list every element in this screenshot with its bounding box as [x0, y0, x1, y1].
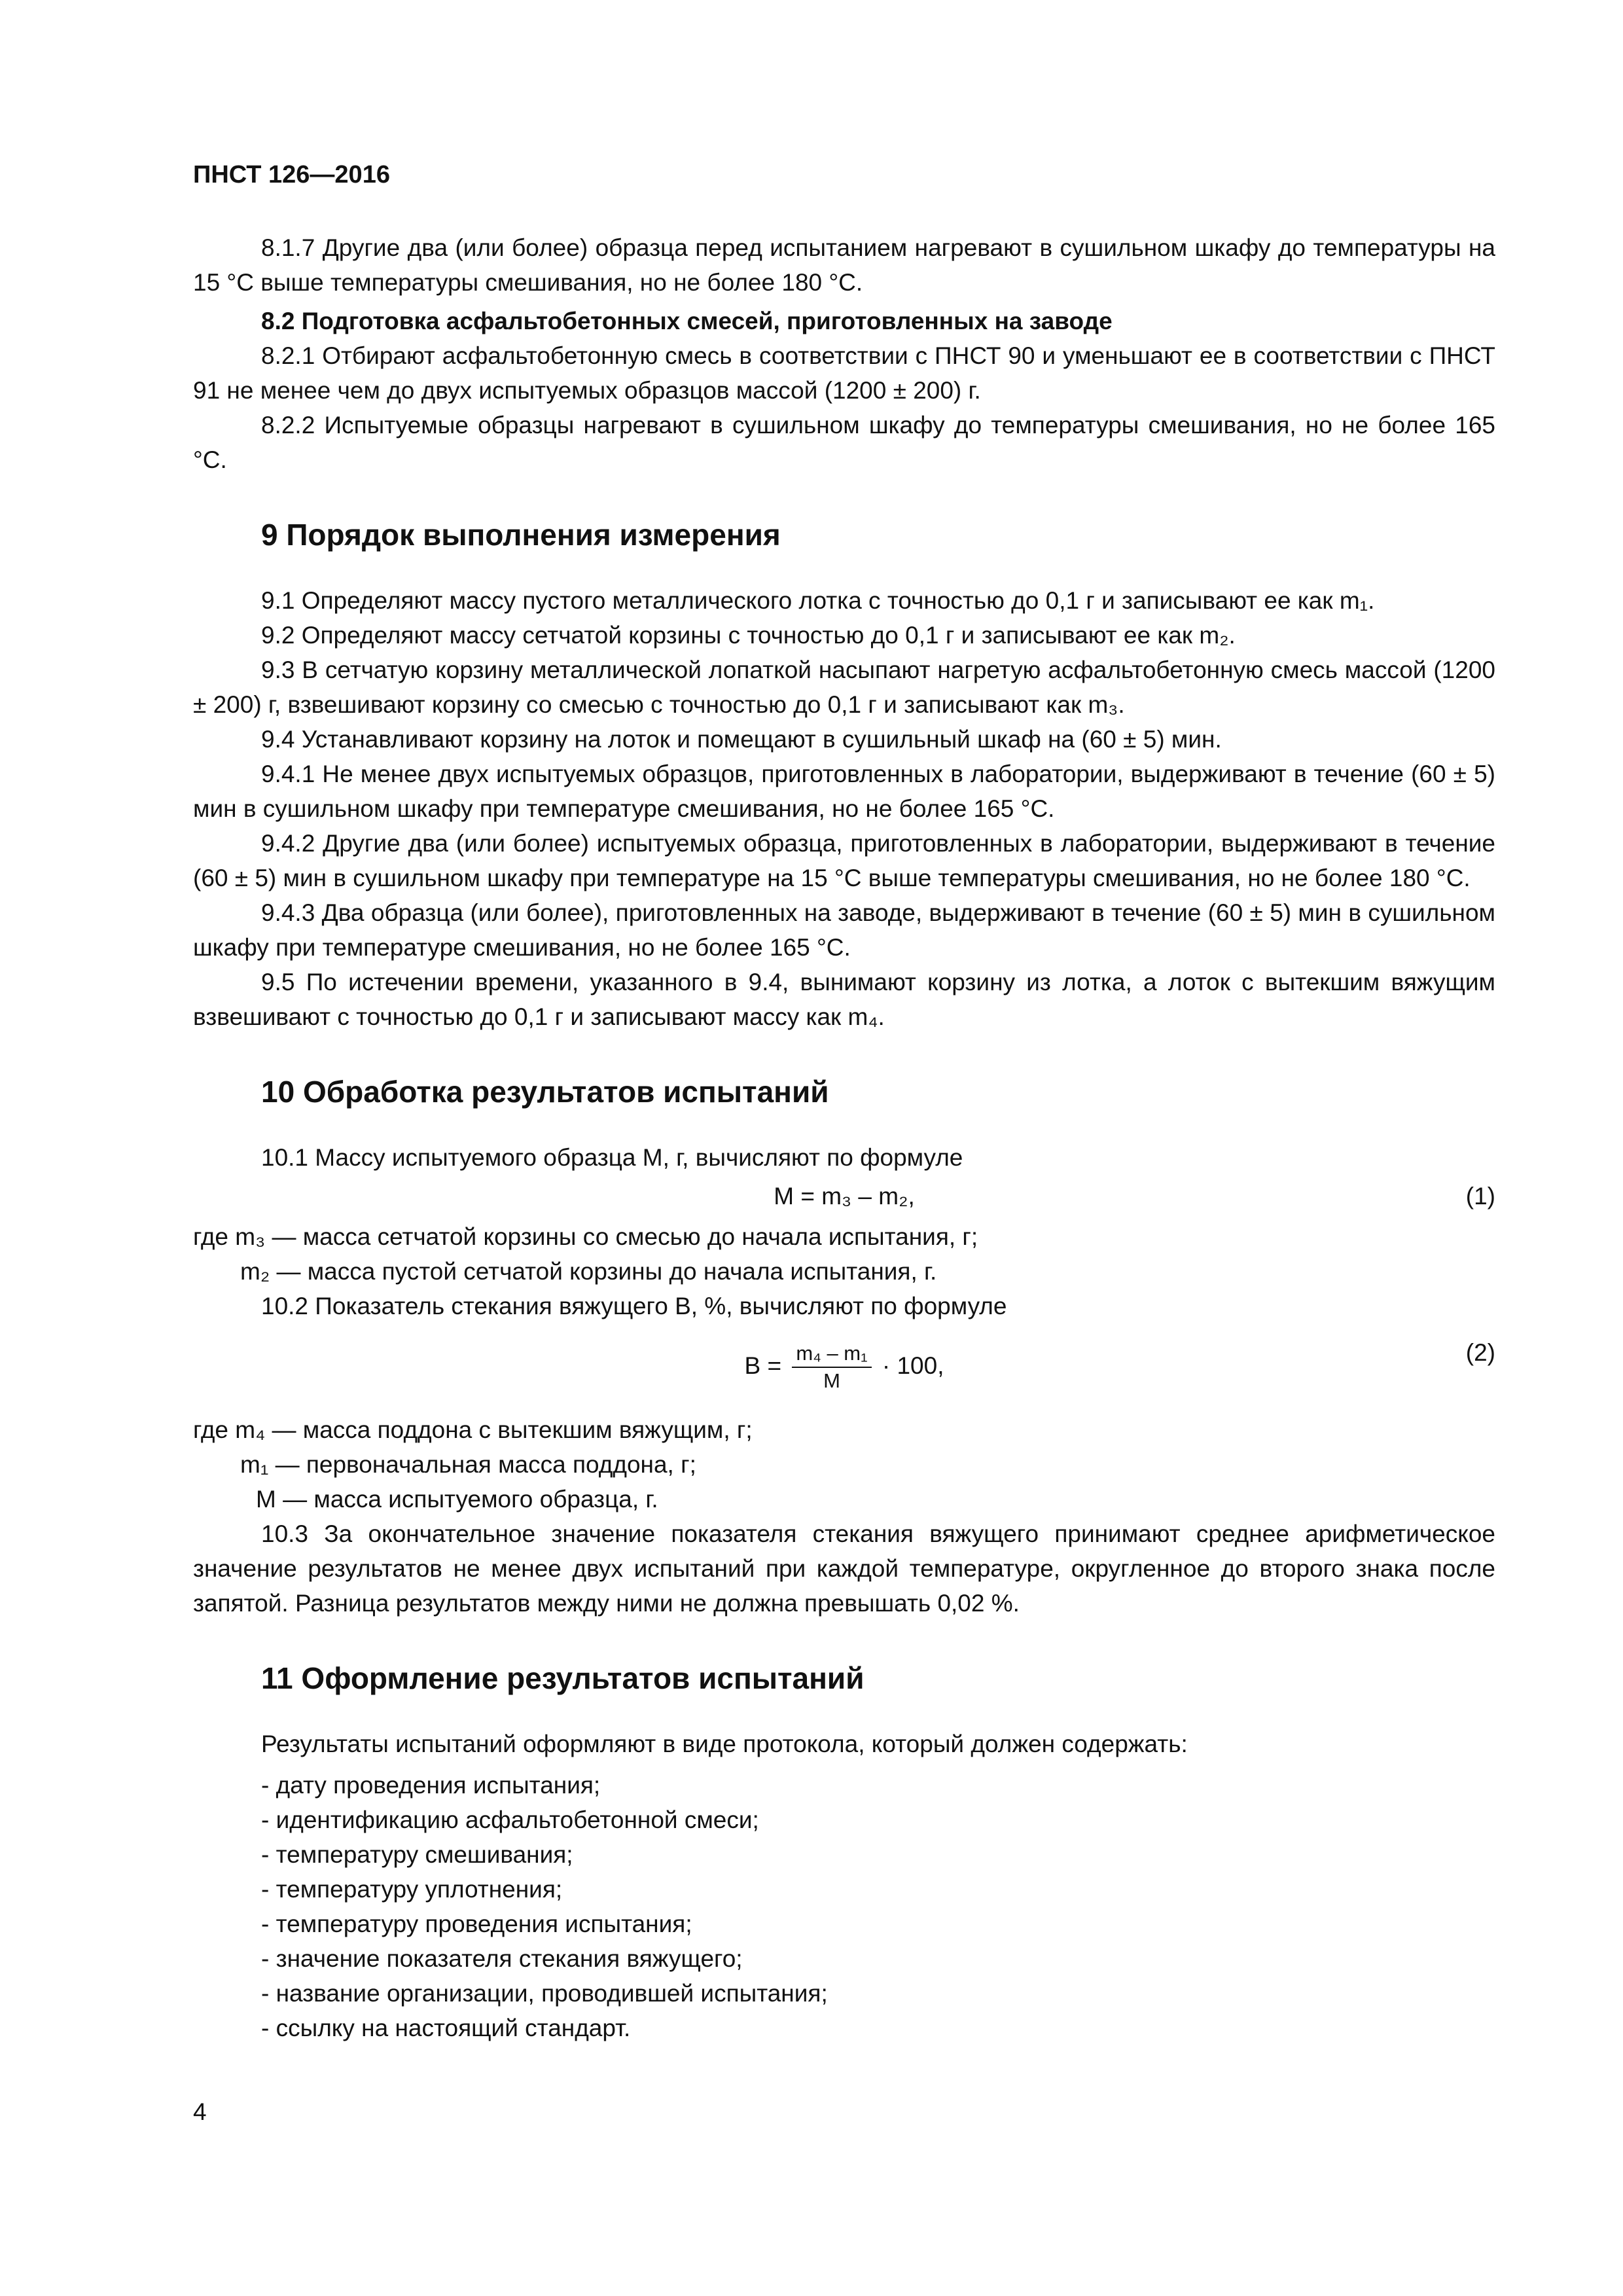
list-item: - значение показателя стекания вяжущего;: [261, 1945, 743, 1972]
where-2-m1: m₁ — первоначальная масса поддона, г;: [240, 1451, 696, 1478]
formula-2: [193, 1329, 1495, 1412]
formula-2-lhs: B =: [744, 1352, 782, 1379]
paragraph-8-1-7: 8.1.7 Другие два (или более) образца перед испытанием нагревают в сушильном шкафу до температуры на 15 °С выше температуры смешивания, но не более 180 °С.: [193, 234, 1495, 296]
paragraph-9-3: 9.3 В сетчатую корзину металлической лопаткой насыпают нагретую асфальтобетонную смесь массой (1200 ± 200) г, взвешивают корзину со смесью с точностью до 0,1 г и записывают как m₃.: [193, 656, 1495, 718]
paragraph-10-3: 10.3 За окончательное значение показателя стекания вяжущего принимают среднее арифметическое значение результатов не менее двух испытаний при каждой температуре, округленное до второго знака после запятой. Разница результатов между ними не должна превышать 0,02 %.: [193, 1520, 1495, 1617]
formula-2-number: (2): [1465, 1339, 1495, 1366]
formula-2-rhs: · 100,: [882, 1352, 944, 1379]
document-header: ПНСТ 126—2016: [193, 161, 390, 188]
formula-1: [193, 1179, 1495, 1219]
paragraph-9-4: 9.4 Устанавливают корзину на лоток и помещают в сушильный шкаф на (60 ± 5) мин.: [261, 726, 1222, 753]
section-heading-9: 9 Порядок выполнения измерения: [261, 518, 781, 552]
formula-2-fraction: [792, 1340, 871, 1394]
formula-1-number: (1): [1465, 1183, 1495, 1210]
list-item: - температуру уплотнения;: [261, 1876, 563, 1903]
subsection-heading-8-2: 8.2 Подготовка асфальтобетонных смесей, приготовленных на заводе: [261, 308, 1113, 334]
section-heading-10: 10 Обработка результатов испытаний: [261, 1075, 829, 1109]
where-2-m4: где m₄ — масса поддона с вытекшим вяжущим, г;: [193, 1416, 753, 1443]
formula-1-expression: M = m₃ – m₂,: [774, 1183, 915, 1210]
formula-2-denominator: M: [823, 1369, 840, 1392]
list-item: - название организации, проводившей испытания;: [261, 1980, 828, 2007]
paragraph-9-4-3: 9.4.3 Два образца (или более), приготовленных на заводе, выдерживают в течение (60 ± 5) мин в сушильном шкафу при температуре смешивания, но не более 165 °С.: [193, 899, 1495, 961]
paragraph-9-2: 9.2 Определяют массу сетчатой корзины с точностью до 0,1 г и записывают ее как m₂.: [261, 622, 1236, 649]
paragraph-9-1: 9.1 Определяют массу пустого металлического лотка с точностью до 0,1 г и записывают ее как m₁.: [261, 587, 1375, 614]
list-item: - дату проведения испытания;: [261, 1772, 601, 1799]
formula-2-numerator: m₄ – m₁: [792, 1340, 871, 1368]
list-item: - идентификацию асфальтобетонной смеси;: [261, 1806, 759, 1833]
formula-2-expression: [193, 1340, 1495, 1394]
document-body: [193, 230, 1495, 2045]
paragraph-9-5: 9.5 По истечении времени, указанного в 9.4, вынимают корзину из лотка, а лоток с вытекшим вяжущим взвешивают с точностью до 0,1 г и записывают массу как m₄.: [193, 969, 1495, 1030]
results-intro: Результаты испытаний оформляют в виде протокола, который должен содержать:: [261, 1731, 1188, 1757]
where-1-m3: где m₃ — масса сетчатой корзины со смесью до начала испытания, г;: [193, 1223, 978, 1250]
where-2-M: M — масса испытуемого образца, г.: [256, 1486, 658, 1513]
paragraph-10-1: 10.1 Массу испытуемого образца M, г, вычисляют по формуле: [261, 1144, 963, 1171]
list-item: - ссылку на настоящий стандарт.: [261, 2015, 631, 2041]
paragraph-10-2: 10.2 Показатель стекания вяжущего B, %, вычисляют по формуле: [261, 1293, 1007, 1319]
paragraph-8-2-2: 8.2.2 Испытуемые образцы нагревают в сушильном шкафу до температуры смешивания, но не более 165 °С.: [193, 412, 1495, 473]
paragraph-9-4-1: 9.4.1 Не менее двух испытуемых образцов, приготовленных в лаборатории, выдерживают в течение (60 ± 5) мин в сушильном шкафу при температуре смешивания, но не более 165 °С.: [193, 761, 1495, 822]
section-heading-11: 11 Оформление результатов испытаний: [261, 1661, 865, 1695]
list-item: - температуру проведения испытания;: [261, 1910, 692, 1937]
page-number: 4: [193, 2098, 207, 2125]
where-1-m2: m₂ — масса пустой сетчатой корзины до начала испытания, г.: [240, 1258, 937, 1285]
list-item: - температуру смешивания;: [261, 1841, 573, 1868]
paragraph-8-2-1: 8.2.1 Отбирают асфальтобетонную смесь в соответствии с ПНСТ 90 и уменьшают ее в соответствии с ПНСТ 91 не менее чем до двух испытуемых образцов массой (1200 ± 200) г.: [193, 342, 1495, 404]
paragraph-9-4-2: 9.4.2 Другие два (или более) испытуемых образца, приготовленных в лаборатории, выдерживают в течение (60 ± 5) мин в сушильном шкафу при температуре на 15 °С выше температуры смешивания, но не более 180 °С.: [193, 830, 1495, 891]
